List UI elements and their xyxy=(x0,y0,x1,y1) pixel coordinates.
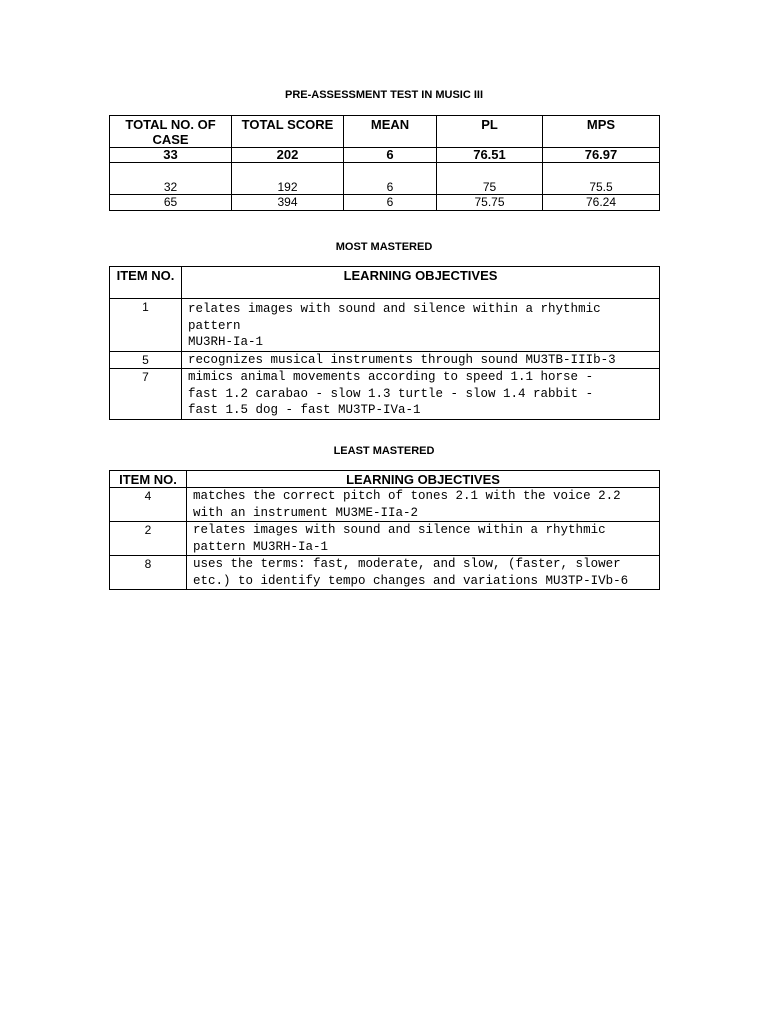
item-number: 5 xyxy=(110,351,182,369)
table-cell: 76.24 xyxy=(543,195,660,211)
item-number: 8 xyxy=(110,556,187,590)
item-number: 4 xyxy=(110,488,187,522)
table-cell: 65 xyxy=(110,195,232,211)
objective-line: pattern MU3RH-Ia-1 xyxy=(193,539,329,554)
objective-line: MU3RH-Ia-1 xyxy=(188,335,264,349)
objective-line: recognizes musical instruments through sound MU3TB-IIIb-3 xyxy=(188,352,616,367)
most-mastered-title: MOST MASTERED xyxy=(335,241,433,253)
objective-line: relates images with sound and silence within a rhythmic xyxy=(188,302,601,316)
header-item-no: ITEM NO. xyxy=(110,267,182,299)
table-cell: 75.5 xyxy=(543,163,660,195)
table-row xyxy=(110,351,660,369)
table-header-row xyxy=(110,471,660,488)
table-cell: 76.97 xyxy=(543,148,660,163)
most-mastered-table xyxy=(109,266,660,420)
objective-line: relates images with sound and silence within a rhythmic xyxy=(193,523,606,537)
table-cell: 76.51 xyxy=(437,148,543,163)
objective-text xyxy=(187,488,660,522)
objective-text xyxy=(187,522,660,556)
objective-line: etc.) to identify tempo changes and variations MU3TP-IVb-6 xyxy=(193,573,629,588)
objective-line: with an instrument MU3ME-IIa-2 xyxy=(193,505,419,520)
objective-text xyxy=(182,351,660,369)
objective-line: uses the terms: fast, moderate, and slow, (faster, slower xyxy=(193,557,621,571)
table-header-row xyxy=(110,116,660,148)
table-row xyxy=(110,195,660,211)
table-cell: 202 xyxy=(232,148,344,163)
pre-assessment-title: PRE-ASSESSMENT TEST IN MUSIC III xyxy=(284,89,484,101)
table-cell: 6 xyxy=(344,148,437,163)
objective-line: pattern xyxy=(188,318,241,333)
table-row xyxy=(110,148,660,163)
table-cell: 32 xyxy=(110,163,232,195)
table-cell: 394 xyxy=(232,195,344,211)
objective-line: matches the correct pitch of tones 2.1 with the voice 2.2 xyxy=(193,489,621,503)
objective-text xyxy=(182,369,660,420)
pre-assessment-table xyxy=(109,115,660,211)
table-row xyxy=(110,488,660,522)
header-total-score: TOTAL SCORE xyxy=(232,116,344,148)
header-total-cases: TOTAL NO. OF CASE xyxy=(110,116,232,148)
header-pl: PL xyxy=(437,116,543,148)
table-cell: 6 xyxy=(344,195,437,211)
table-cell: 192 xyxy=(232,163,344,195)
table-cell: 6 xyxy=(344,163,437,195)
objective-text xyxy=(182,299,660,352)
table-row xyxy=(110,299,660,352)
table-row xyxy=(110,522,660,556)
header-mps: MPS xyxy=(543,116,660,148)
table-cell: 75 xyxy=(437,163,543,195)
header-learning-objectives: LEARNING OBJECTIVES xyxy=(182,267,660,299)
table-row xyxy=(110,163,660,195)
item-number: 1 xyxy=(110,299,182,352)
item-number: 7 xyxy=(110,369,182,420)
table-row xyxy=(110,369,660,420)
item-number: 2 xyxy=(110,522,187,556)
header-learning-objectives: LEARNING OBJECTIVES xyxy=(187,471,660,488)
objective-text xyxy=(187,556,660,590)
header-mean: MEAN xyxy=(344,116,437,148)
table-cell: 33 xyxy=(110,148,232,163)
least-mastered-table xyxy=(109,470,660,590)
objective-line: fast 1.2 carabao - slow 1.3 turtle - slow 1.4 rabbit - xyxy=(188,386,594,401)
objective-line: fast 1.5 dog - fast MU3TP-IVa-1 xyxy=(188,403,421,417)
table-header-row xyxy=(110,267,660,299)
objective-line: mimics animal movements according to speed 1.1 horse - xyxy=(188,370,594,384)
least-mastered-title: LEAST MASTERED xyxy=(333,445,435,457)
header-item-no: ITEM NO. xyxy=(110,471,187,488)
table-cell: 75.75 xyxy=(437,195,543,211)
table-row xyxy=(110,556,660,590)
